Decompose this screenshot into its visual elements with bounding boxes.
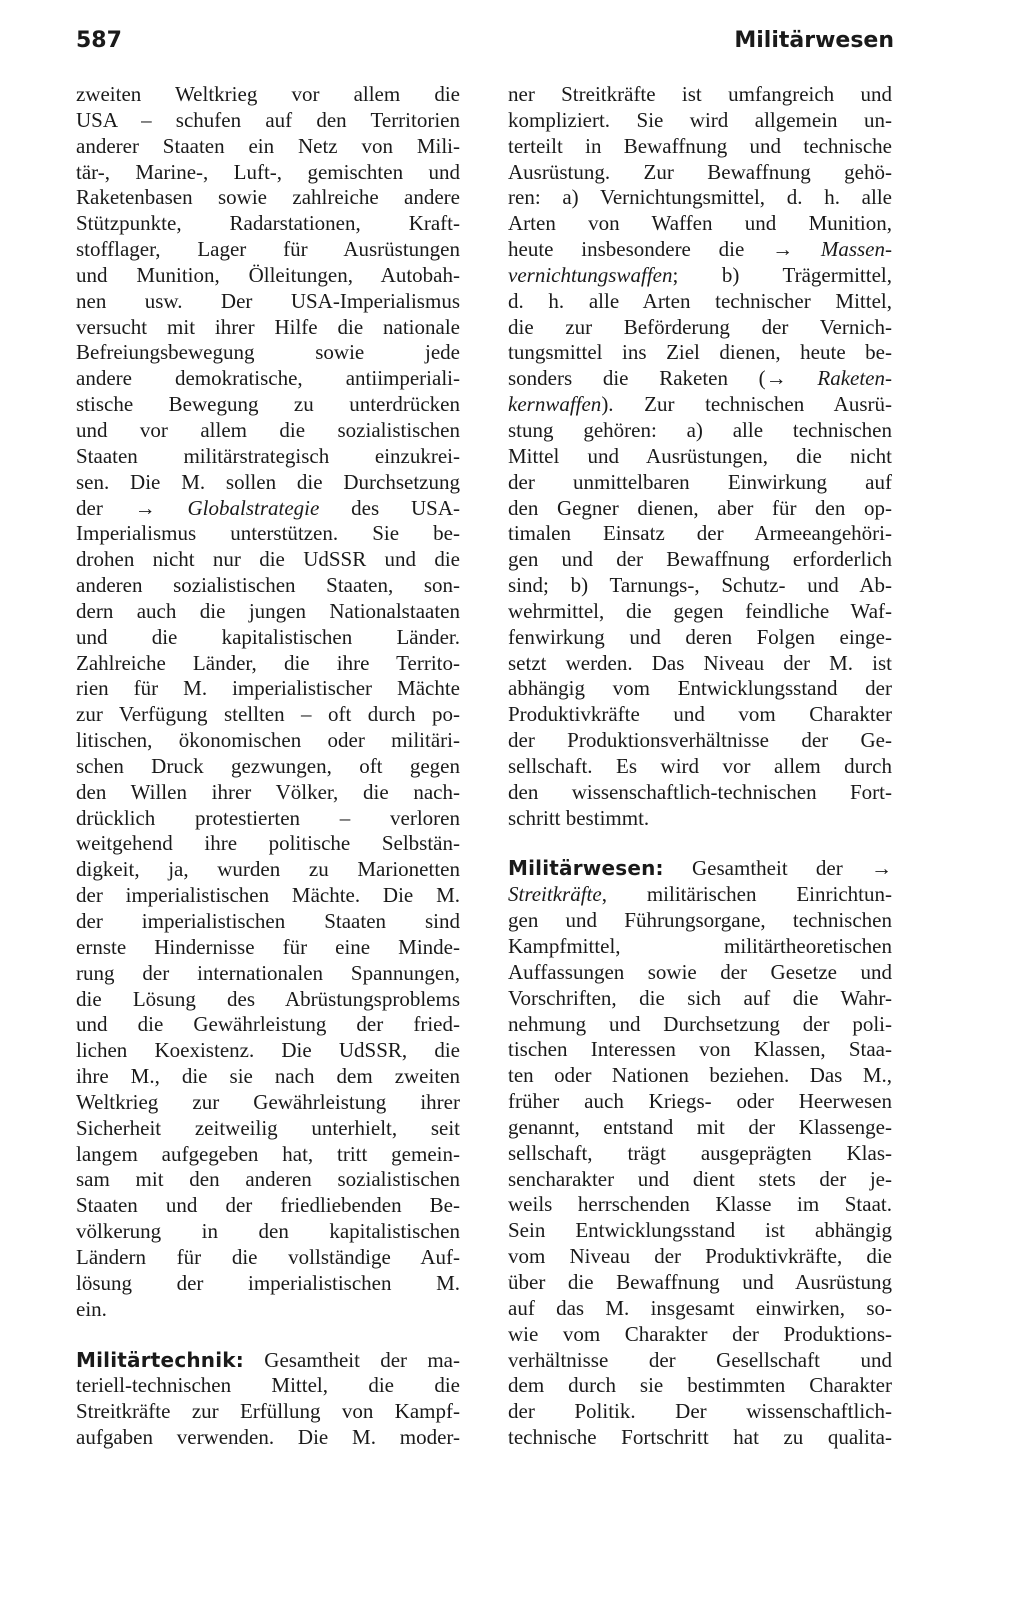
text-line-cross-reference bbox=[508, 237, 892, 263]
text-line: andere demokratische, antiimperiali- bbox=[76, 366, 460, 391]
line-segment: , militärischen Einrichtun- bbox=[601, 882, 892, 907]
text-line: sind; b) Tarnungs-, Schutz- und Ab- bbox=[508, 573, 892, 598]
text-line: Stützpunkte, Radarstationen, Kraft- bbox=[76, 211, 460, 236]
text-line: Staaten und der friedliebenden Be- bbox=[76, 1193, 460, 1218]
text-line: litischen, ökonomischen oder militäri- bbox=[76, 728, 460, 753]
text-block bbox=[508, 82, 892, 831]
line-segment: Gesamtheit der ma- bbox=[244, 1347, 460, 1372]
text-line: schritt bestimmt. bbox=[508, 805, 650, 830]
text-line: und die kapitalistischen Länder. bbox=[76, 624, 460, 649]
page-number: 587 bbox=[76, 28, 122, 53]
cross-reference-raketenkernwaffen-cont[interactable]: kernwaffen bbox=[508, 392, 602, 417]
text-line: timalen Einsatz der Armeeangehöri- bbox=[508, 521, 892, 546]
text-line: nen usw. Der USA-Imperialismus bbox=[76, 288, 460, 313]
entry-militaertechnik bbox=[76, 1348, 460, 1451]
text-line: weils herrschenden Klasse im Staat. bbox=[508, 1192, 892, 1217]
text-line: lichen Koexistenz. Die UdSSR, die bbox=[76, 1038, 460, 1063]
text-line: der imperialistischen Mächte. Die M. bbox=[76, 883, 460, 908]
text-line: Raketenbasen sowie zahlreiche andere bbox=[76, 185, 460, 210]
text-line: den Gegner dienen, aber für den op- bbox=[508, 495, 892, 520]
text-line: die Lösung des Abrüstungsproblems bbox=[76, 986, 460, 1011]
text-line: der unmittelbaren Einwirkung auf bbox=[508, 469, 892, 494]
text-line: setzt werden. Das Niveau der M. ist bbox=[508, 650, 892, 675]
text-line: wehrmittel, die gegen feindliche Waf- bbox=[508, 598, 892, 623]
cross-reference-globalstrategie[interactable]: Globalstrategie bbox=[187, 495, 320, 520]
line-segment: ). Zur technischen Ausrü- bbox=[601, 392, 892, 417]
text-line: tischen Interessen von Klassen, Staa- bbox=[508, 1037, 892, 1062]
text-line: d. h. alle Arten technischer Mittel, bbox=[508, 288, 892, 313]
text-line: ner Streitkräfte ist umfangreich und bbox=[508, 82, 892, 106]
cross-reference-streitkraefte[interactable]: Streitkräfte bbox=[508, 882, 602, 907]
text-line: und Munition, Ölleitungen, Autobah- bbox=[76, 262, 460, 287]
text-line: lösung der imperialistischen M. bbox=[76, 1270, 460, 1295]
text-line: weitgehend ihre politische Selbstän- bbox=[76, 831, 460, 856]
line-segment: heute insbesondere die → bbox=[508, 237, 821, 262]
text-block bbox=[76, 82, 460, 1323]
text-line: genannt, entstand mit der Klassenge- bbox=[508, 1114, 892, 1139]
text-line: Streitkräfte zur Erfüllung von Kampf- bbox=[76, 1399, 460, 1424]
entry-first-line bbox=[508, 856, 892, 882]
text-line-cross-reference bbox=[508, 882, 892, 908]
text-line: sam mit den anderen sozialistischen bbox=[76, 1167, 460, 1192]
text-line: und die Gewährleistung der fried- bbox=[76, 1012, 460, 1037]
text-line: sen. Die M. sollen die Durchsetzung bbox=[76, 469, 460, 494]
text-line: auf das M. insgesamt einwirken, so- bbox=[508, 1295, 892, 1320]
text-line: Sein Entwicklungsstand ist abhängig bbox=[508, 1218, 892, 1243]
text-line: den wissenschaftlich-technischen Fort- bbox=[508, 779, 892, 804]
text-line: stofflager, Lager für Ausrüstungen bbox=[76, 237, 460, 262]
text-line: Ländern für die vollständige Auf- bbox=[76, 1244, 460, 1269]
text-line: technische Fortschritt hat zu qualita- bbox=[508, 1425, 892, 1450]
text-line: Kampfmittel, militärtheoretischen bbox=[508, 934, 892, 958]
text-line: kompliziert. Sie wird allgemein un- bbox=[508, 107, 892, 132]
text-line: drücklich protestierten – verloren bbox=[76, 805, 460, 830]
entry-militaerwesen bbox=[508, 856, 892, 1450]
text-line: Staaten militärstrategisch einzukrei- bbox=[76, 443, 460, 468]
text-line: ten oder Nationen beziehen. Das M., bbox=[508, 1063, 892, 1088]
text-line: Sicherheit zeitweilig unterhielt, seit bbox=[76, 1115, 460, 1140]
text-line: rung der internationalen Spannungen, bbox=[76, 960, 460, 985]
text-line: schen Druck gezwungen, oft gegen bbox=[76, 753, 460, 778]
text-line: den Willen ihrer Völker, die nach- bbox=[76, 779, 460, 804]
text-line: Produktivkräfte und vom Charakter bbox=[508, 702, 892, 727]
text-line-cross-reference bbox=[508, 392, 892, 418]
text-line: Befreiungsbewegung sowie jede bbox=[76, 340, 460, 365]
cross-reference-massenvernichtungswaffen-cont[interactable]: vernichtungswaffen bbox=[508, 262, 673, 287]
text-line: dem durch sie bestimmten Charakter bbox=[508, 1373, 892, 1398]
line-segment: des USA- bbox=[319, 495, 460, 520]
line-segment: Gesamtheit der → bbox=[663, 856, 892, 881]
text-line: Ausrüstung. Zur Bewaffnung gehö- bbox=[508, 159, 892, 184]
text-line: vom Niveau der Produktivkräfte, die bbox=[508, 1244, 892, 1269]
text-line: nehmung und Durchsetzung der poli- bbox=[508, 1011, 892, 1036]
entry-term-militaertechnik: Militärtechnik: bbox=[76, 1347, 244, 1372]
text-line: terteilt in Bewaffnung und technische bbox=[508, 133, 892, 158]
text-line: Arten von Waffen und Munition, bbox=[508, 211, 892, 236]
text-line: zur Verfügung stellten – oft durch po- bbox=[76, 702, 460, 727]
text-line: der Politik. Der wissenschaftlich- bbox=[508, 1399, 892, 1424]
text-line: Imperialismus unterstützen. Sie be- bbox=[76, 521, 460, 546]
text-line: gen und der Bewaffnung erforderlich bbox=[508, 547, 892, 572]
text-line: drohen nicht nur die UdSSR und die bbox=[76, 547, 460, 572]
entry-first-line bbox=[76, 1348, 460, 1374]
left-column bbox=[76, 82, 460, 1451]
text-line-cross-reference bbox=[76, 496, 460, 522]
line-segment: der → bbox=[76, 495, 188, 520]
text-line: Zahlreiche Länder, die ihre Territo- bbox=[76, 650, 460, 675]
text-line: stische Bewegung zu unterdrücken bbox=[76, 392, 460, 417]
text-line: Weltkrieg zur Gewährleistung ihrer bbox=[76, 1089, 460, 1114]
text-line: stung gehören: a) alle technischen bbox=[508, 417, 892, 442]
text-line-cross-reference bbox=[508, 366, 892, 392]
text-line: der Produktionsverhältnisse der Ge- bbox=[508, 728, 892, 753]
text-line: Mittel und Ausrüstungen, die nicht bbox=[508, 443, 892, 468]
text-line: Auffassungen sowie der Gesetze und bbox=[508, 959, 892, 984]
text-line: verhältnisse der Gesellschaft und bbox=[508, 1347, 892, 1372]
text-line: sencharakter und dient stets der je- bbox=[508, 1166, 892, 1191]
cross-reference-raketenkernwaffen[interactable]: Raketen- bbox=[817, 366, 892, 391]
text-line: tungsmittel ins Ziel dienen, heute be- bbox=[508, 340, 892, 365]
text-line: ren: a) Vernichtungsmittel, d. h. alle bbox=[508, 185, 892, 210]
text-line: und vor allem die sozialistischen bbox=[76, 417, 460, 442]
text-line: Vorschriften, die sich auf die Wahr- bbox=[508, 985, 892, 1010]
text-line: USA – schufen auf den Territorien bbox=[76, 107, 460, 132]
text-line: tär-, Marine-, Luft-, gemischten und bbox=[76, 159, 460, 184]
text-line: versucht mit ihrer Hilfe die nationale bbox=[76, 314, 460, 339]
text-line: digkeit, ja, wurden zu Marionetten bbox=[76, 857, 460, 882]
text-line: ein. bbox=[76, 1296, 107, 1321]
text-line: sellschaft, trägt ausgeprägten Klas- bbox=[508, 1140, 892, 1165]
text-line: wie vom Charakter der Produktions- bbox=[508, 1321, 892, 1346]
text-line: über die Bewaffnung und Ausrüstung bbox=[508, 1269, 892, 1294]
text-line: früher auch Kriegs- oder Heerwesen bbox=[508, 1089, 892, 1114]
line-segment: ; b) Trägermittel, bbox=[672, 262, 892, 287]
text-line: dern auch die jungen Nationalstaaten bbox=[76, 598, 460, 623]
text-line: langem aufgegeben hat, tritt gemein- bbox=[76, 1141, 460, 1166]
text-line: gen und Führungsorgane, technischen bbox=[508, 908, 892, 933]
line-segment: sonders die Raketen (→ bbox=[508, 366, 818, 391]
text-line: fenwirkung und deren Folgen einge- bbox=[508, 624, 892, 649]
text-line: rien für M. imperialistischer Mächte bbox=[76, 676, 460, 701]
text-line: teriell-technischen Mittel, die die bbox=[76, 1373, 460, 1398]
paragraph-gap bbox=[76, 1323, 460, 1348]
text-line: abhängig vom Entwicklungsstand der bbox=[508, 676, 892, 701]
text-line: der imperialistischen Staaten sind bbox=[76, 909, 460, 933]
running-head: Militärwesen bbox=[734, 28, 894, 53]
text-line: ihre M., die sie nach dem zweiten bbox=[76, 1064, 460, 1089]
text-line: sellschaft. Es wird vor allem durch bbox=[508, 753, 892, 778]
text-line-cross-reference bbox=[508, 263, 892, 289]
cross-reference-massenvernichtungswaffen[interactable]: Massen- bbox=[820, 237, 892, 262]
right-column bbox=[508, 82, 892, 1451]
entry-term-militaerwesen: Militärwesen: bbox=[508, 856, 664, 881]
text-line: aufgaben verwenden. Die M. moder- bbox=[76, 1425, 460, 1450]
text-line: zweiten Weltkrieg vor allem die bbox=[76, 82, 460, 106]
text-line: anderen sozialistischen Staaten, son- bbox=[76, 573, 460, 598]
text-line: ernste Hindernisse für eine Minde- bbox=[76, 934, 460, 959]
text-line: anderer Staaten ein Netz von Mili- bbox=[76, 133, 460, 158]
text-line: die zur Beförderung der Vernich- bbox=[508, 314, 892, 339]
text-line: völkerung in den kapitalistischen bbox=[76, 1219, 460, 1244]
paragraph-gap bbox=[508, 831, 892, 856]
